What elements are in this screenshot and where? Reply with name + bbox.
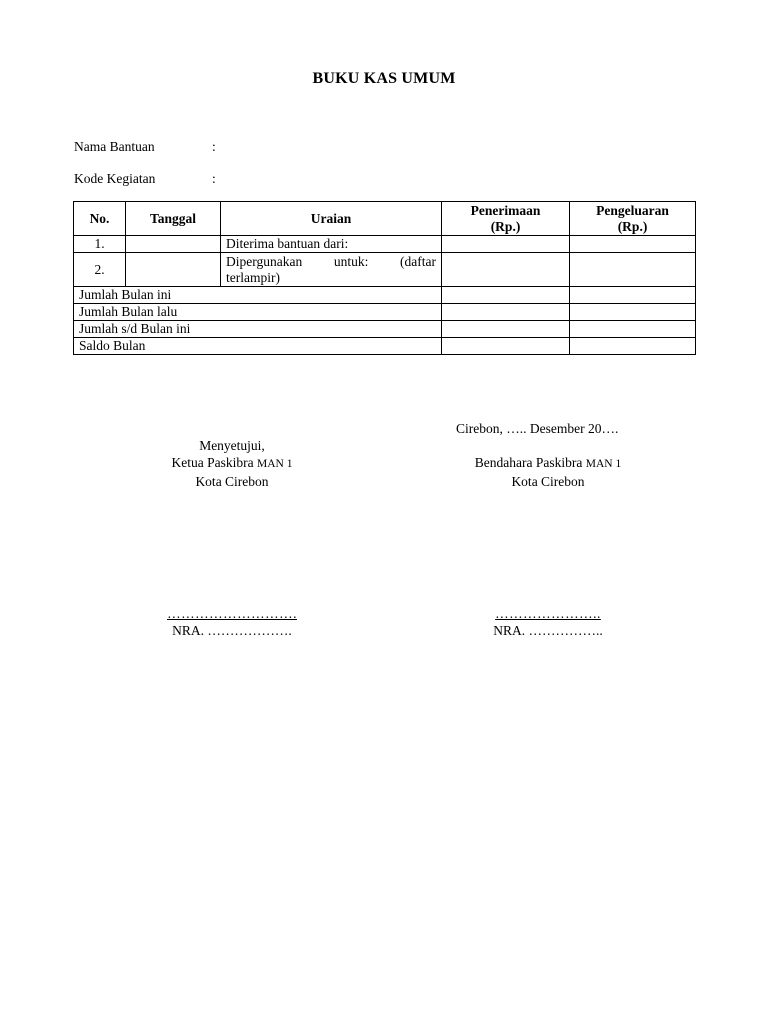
- summary-pengeluaran: [570, 304, 696, 321]
- left-signature-role-text: Ketua Paskibra: [171, 455, 257, 470]
- row-uraian-line2: terlampir): [226, 269, 280, 285]
- left-signature-approval: Menyetujui,: [199, 438, 265, 453]
- row-penerimaan: [442, 236, 570, 253]
- uraian-word: Dipergunakan: [226, 253, 303, 269]
- header-penerimaan-unit: (Rp.): [490, 218, 521, 234]
- document-title: BUKU KAS UMUM: [312, 70, 456, 87]
- summary-pengeluaran: [570, 338, 696, 355]
- row-pengeluaran: [570, 236, 696, 253]
- left-signature-school: MAN 1: [257, 458, 293, 470]
- row-tanggal: [126, 236, 221, 253]
- table-header-row: [74, 202, 696, 236]
- row-pengeluaran: [570, 253, 696, 287]
- left-signature-name-line: [132, 605, 332, 639]
- cash-book-table: [73, 201, 696, 355]
- summary-row: [74, 304, 696, 321]
- summary-penerimaan: [442, 287, 570, 304]
- right-signature-school: MAN 1: [585, 458, 622, 470]
- header-penerimaan-label: Penerimaan: [470, 202, 541, 218]
- header-pengeluaran-label: Pengeluaran: [596, 202, 669, 218]
- summary-penerimaan: [442, 338, 570, 355]
- summary-penerimaan: [442, 321, 570, 338]
- summary-label: Jumlah Bulan ini: [74, 287, 442, 304]
- right-signature-nra: NRA. ……………..: [493, 623, 603, 638]
- header-tanggal: Tanggal: [126, 202, 221, 236]
- left-signature-dots: ……………………….: [167, 606, 297, 621]
- left-signature-city: Kota Cirebon: [195, 474, 269, 489]
- header-pengeluaran-unit: (Rp.): [617, 218, 648, 234]
- right-signature-dots: …………………..: [495, 606, 601, 621]
- row-uraian-line1: [226, 254, 436, 270]
- right-signature-name-line: [448, 605, 648, 639]
- field-label-kode-kegiatan: Kode Kegiatan: [74, 171, 156, 186]
- header-pengeluaran: [570, 202, 696, 236]
- summary-label: Jumlah Bulan lalu: [74, 304, 442, 321]
- field-label-nama-bantuan: Nama Bantuan: [74, 139, 155, 154]
- header-uraian: Uraian: [221, 202, 442, 236]
- uraian-word: (daftar: [400, 253, 436, 269]
- table-row: [74, 253, 696, 287]
- header-no: No.: [74, 202, 126, 236]
- place-date: Cirebon, ….. Desember 20….: [456, 421, 619, 436]
- table-row: [74, 236, 696, 253]
- right-signature-role: [448, 454, 648, 473]
- uraian-word: untuk:: [333, 253, 369, 269]
- right-signature-role-text: Bendahara Paskibra: [474, 455, 586, 470]
- row-no: 1.: [74, 236, 126, 253]
- left-signature-block: [132, 437, 332, 490]
- left-signature-role: [132, 454, 332, 473]
- left-signature-nra: NRA. ……………….: [172, 623, 292, 638]
- row-tanggal: [126, 253, 221, 287]
- summary-row: [74, 287, 696, 304]
- summary-row: [74, 338, 696, 355]
- right-signature-block: [448, 454, 648, 490]
- summary-pengeluaran: [570, 287, 696, 304]
- right-signature-city: Kota Cirebon: [511, 474, 585, 489]
- header-penerimaan: [442, 202, 570, 236]
- row-penerimaan: [442, 253, 570, 287]
- field-colon-kode-kegiatan: :: [212, 171, 216, 186]
- summary-penerimaan: [442, 304, 570, 321]
- row-no: 2.: [74, 253, 126, 287]
- summary-pengeluaran: [570, 321, 696, 338]
- field-colon-nama-bantuan: :: [212, 139, 216, 154]
- summary-label: Saldo Bulan: [74, 338, 442, 355]
- row-uraian: [221, 253, 442, 287]
- summary-label: Jumlah s/d Bulan ini: [74, 321, 442, 338]
- row-uraian: Diterima bantuan dari:: [221, 236, 442, 253]
- summary-row: [74, 321, 696, 338]
